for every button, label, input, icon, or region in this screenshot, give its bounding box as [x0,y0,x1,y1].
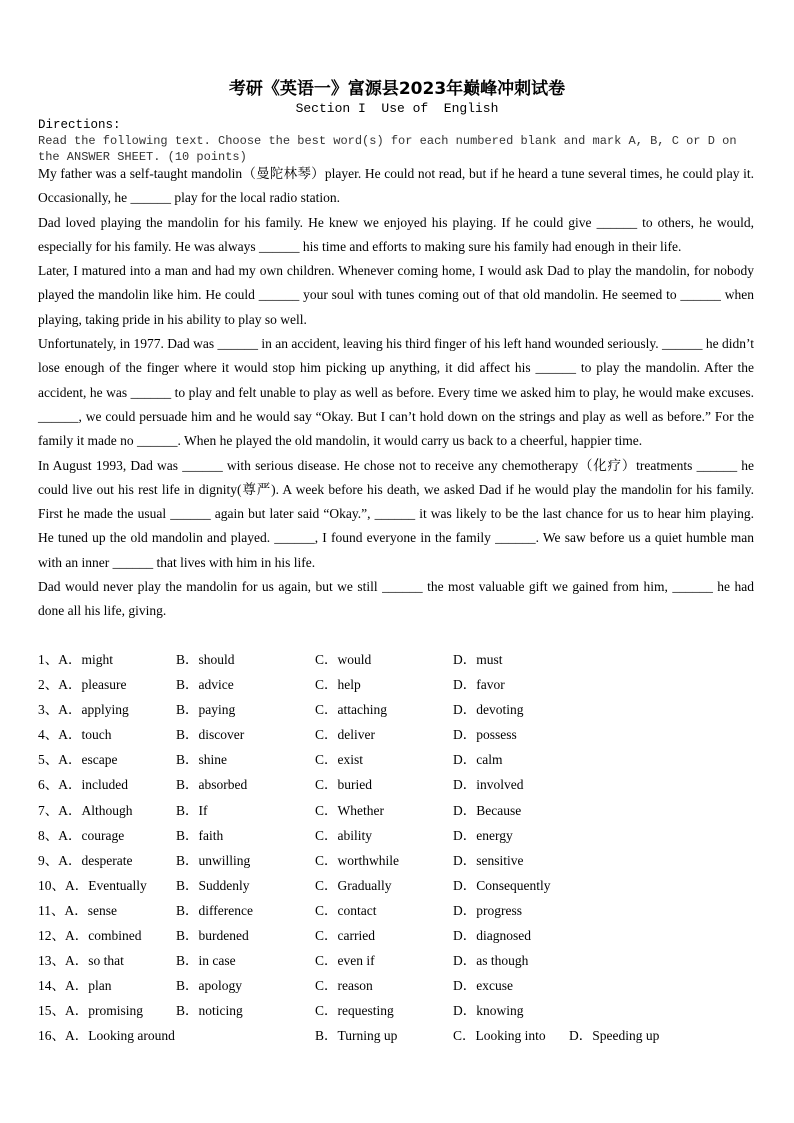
option-b: B．paying [176,702,236,718]
option-c: C．even if [315,953,375,969]
option-a: 13、A．so that [38,953,124,969]
option-b: B．unwilling [176,852,251,868]
question-row [38,948,754,973]
passage-paragraph: Dad would never play the mandolin for us again, but we still ______ the most valuable gift we gained from him, ______ he had done all his life, giving. [38,579,754,619]
option-d: D．possess [453,727,517,743]
option-d: D．devoting [453,702,524,718]
option-a: 6、A．included [38,777,128,793]
option-b: B．If [176,802,208,818]
option-a: 10、A．Eventually [38,877,147,893]
option-c: C．deliver [315,727,375,743]
option-b: B．Turning up [315,1028,398,1044]
option-a: 2、A．pleasure [38,677,127,693]
option-d: D．progress [453,902,522,918]
option-d: D．involved [453,777,524,793]
page-title: 考研《英语一》富源县2023年巅峰冲刺试卷 [228,79,566,99]
passage-paragraph: In August 1993, Dad was ______ with serious disease. He chose not to receive any chemotherapy（化疗）treatments ______ he could live out his rest life in dignity(尊严). A week before his death, we asked Dad if he would play the mandolin for his family. First he made the usual ______ again but later said “Okay.”, ______ it was likely to be the last chance for us to hear him playing. He tuned up the old mandolin and played. ______, I found everyone in the family ______. We saw before us a quiet humble man with an inner ______ that lives with him in his life. [38,457,754,570]
option-d: D．knowing [453,1003,524,1019]
option-a: 1、A．might [38,652,114,667]
option-c: C．Whether [315,802,384,818]
question-row [38,973,754,998]
option-b: B．discover [176,727,245,743]
question-row [38,747,754,772]
option-d: D．Consequently [453,877,551,893]
question-row [38,848,754,873]
option-a: 9、A．desperate [38,852,133,868]
option-c: C．buried [315,777,372,793]
option-b: B．apology [176,978,242,994]
question-row [38,647,754,672]
option-d: D．Because [453,802,522,818]
option-d: D．Speeding up [569,1028,660,1044]
passage-paragraph: Later, I matured into a man and had my own children. Whenever coming home, I would ask Dad to play the mandolin, for nobody played the mandolin like him. He could ______ your soul with tunes coming out of that old mandolin. He seemed to ______ when playing, taking pride in his ability to play so well. [38,263,754,327]
option-c: C．Gradually [315,877,392,893]
option-b: B．shine [176,752,228,768]
option-a: 15、A．promising [38,1003,144,1019]
question-row [38,798,754,823]
passage-paragraph: Unfortunately, in 1977. Dad was ______ in an accident, leaving his third finger of his left hand wounded seriously. ______ he didn’t lose enough of the finger where it would stop him picking up anything, it did affect his ______ to play the mandolin. After the accident, he was ______ to play and felt unable to play as well as before. Every time we asked him to play, he would make excuses. ______, we could persuade him and he would say “Okay. But I can’t hold down on the strings and play as well as before.” For the family it made no ______. When he played the old mandolin, it would carry us back to a cheerful, happier time. [38,336,754,449]
option-c: C．carried [315,928,375,944]
option-d: D．as though [453,953,529,969]
question-row [38,823,754,848]
option-d: D．sensitive [453,852,524,868]
option-b: B．noticing [176,1003,243,1019]
option-c: C．attaching [315,702,387,718]
option-c: C．worthwhile [315,852,399,868]
question-row [38,873,754,898]
question-row [38,1023,754,1048]
question-row [38,898,754,923]
directions-label: Directions: [38,118,121,132]
option-a: 3、A．applying [38,702,129,718]
option-c: C．help [315,677,361,693]
option-a: 11、A．sense [38,902,117,918]
option-c: C．reason [315,978,373,994]
question-row [38,722,754,747]
question-row [38,672,754,697]
option-a: 4、A．touch [38,727,112,743]
option-d: D．excuse [453,978,513,994]
option-d: D．must [453,652,503,667]
option-d: D．favor [453,677,505,693]
question-row [38,998,754,1023]
question-row [38,772,754,797]
option-b: B．Suddenly [176,877,250,893]
option-d: D．energy [453,827,513,843]
option-a: 12、A．combined [38,928,142,944]
option-b: B．faith [176,827,224,843]
option-b: B．absorbed [176,777,248,793]
section-heading: Section I Use of English [295,101,499,116]
option-b: B．burdened [176,928,249,944]
option-c: C．would [315,652,372,667]
directions-text: Read the following text. Choose the best word(s) for each numbered blank and mark A, B, C or D on the ANSWER SHEET. (10 points) [38,134,737,164]
option-b: B．should [176,652,235,667]
option-b: B．advice [176,677,234,693]
passage-paragraph: Dad loved playing the mandolin for his family. He knew we enjoyed his playing. If he could give ______ to others, he would, especially for his family. He was always ______ his time and efforts to making sure his family had enough in their life. [38,214,754,254]
option-d: D．calm [453,752,503,768]
option-c: C．contact [315,902,377,918]
option-a: 7、A．Although [38,802,133,818]
question-row [38,697,754,722]
cloze-passage [38,162,754,624]
option-a: 8、A．courage [38,827,125,843]
option-c: C．exist [315,752,364,768]
option-a: 14、A．plan [38,978,112,994]
option-a: 5、A．escape [38,752,118,768]
option-b: B．in case [176,953,236,969]
option-c: C．Looking into [453,1028,546,1044]
option-d: D．diagnosed [453,928,531,944]
option-c: C．ability [315,827,372,843]
question-options [38,647,754,1049]
option-b: B．difference [176,902,253,918]
question-row [38,923,754,948]
option-a: 16、A．Looking around [38,1028,175,1044]
option-c: C．requesting [315,1003,394,1019]
passage-paragraph: My father was a self-taught mandolin（曼陀林琴）player. He could not read, but if he heard a tune several times, he could play it. Occasionally, he ______ play for the local radio station. [38,166,754,206]
